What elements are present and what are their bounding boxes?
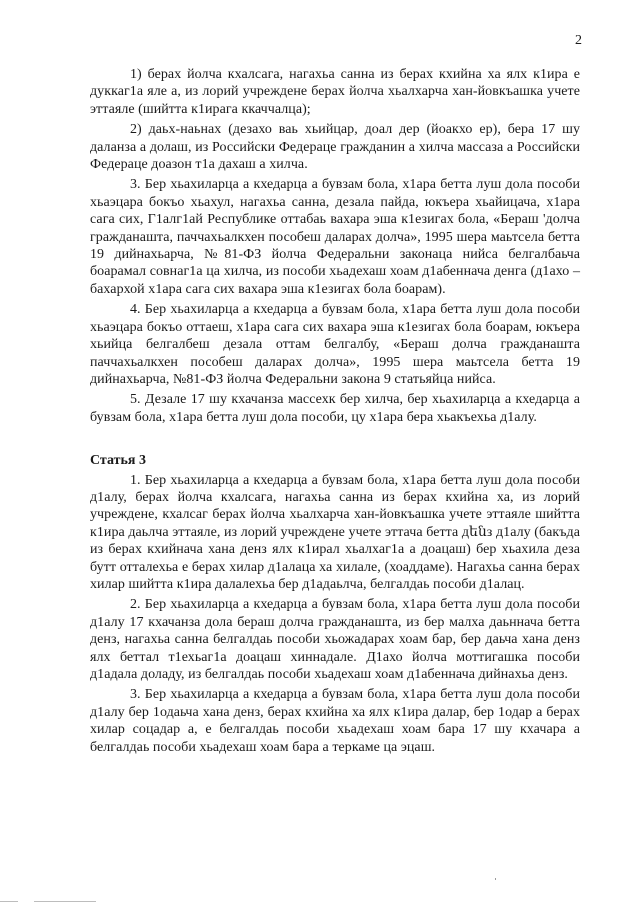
scan-artifact-dot bbox=[495, 878, 496, 880]
article3-item-1: 1. Бер хьахиларца а кхедарца а бувзам бола, х1ара бетта луш дола пособи д1алу, берах йолча кхалсага, нагахьа санна из берах кхийна ха, из лорий учреждене, кхалсаг берах йолча хьалхарча хан-йовкъашка учете эттаяле шийтта к1ира даьлча эттаяле, из лорий учреждене учете эттача бетта дենз д1алу (бакъда из берах кхийнача хана денз ялх к1ирал хьалхаг1а а доацаш) бер хьахила деза бутт отталехьа е берах хилар д1алаца ха хилале, (хоаддаме). Нагахьа санна берах хилар шийтта к1ира далалехьа бер д1адаьлча, белгалдаь пособи д1алац. bbox=[90, 472, 580, 592]
article2-item-2: 2) даьх-наьнах (дезахо ваь хьийцар, доал дер (йоакхо ер), бера 17 шу даланза а долаш, из Российски Федераце гражданин а хилча массаза а Российски Федераце доазон т1а дахаш а хилча. bbox=[90, 122, 580, 173]
article2-item-5: 5. Дезале 17 шу кхачанза массехк бер хилча, бер хьахиларца а кхедарца а бувзам бола, х1ара бетта луш дола пособи, цу х1ара бера хьакъехьа д1алу. bbox=[90, 392, 580, 425]
article2-item-4: 4. Бер хьахиларца а кхедарца а бувзам бола, х1ара бетта луш дола пособи хьаэцара бокъо оттаеш, х1ара сага сих вахара эша к1езигах бола боарам, юкъера хьийца белгалбеш дезала оттам белгалбу, «Бераш долча гражданашта паччахьалкхен пособеш даларах долча», 1995 шера маьтсела бетта 19 дийнахьарча, №81-ФЗ йолча Федеральни закона 9 статьяйца нийса. bbox=[90, 302, 580, 387]
scan-artifact-line bbox=[0, 901, 18, 902]
article3-item-3: 3. Бер хьахиларца а кхедарца а бувзам бола, х1ара бетта луш дола пособи д1алу бер 1одаьча хана денз, берах кхийна ха ялх к1ира далар, бер 1одар а берах хилар соцадар а, е белгалдаь пособи хьадехаш хоам бара 17 шу кхачара а белгалдаь пособи хьадехаш хоам бара а теркаме ца эцаш. bbox=[90, 687, 580, 755]
page-number: 2 bbox=[575, 33, 582, 48]
document-body bbox=[90, 66, 580, 759]
article3-heading: Статья 3 bbox=[90, 453, 146, 469]
article2-item-3: 3. Бер хьахиларца а кхедарца а бувзам бола, х1ара бетта луш дола пособи хьаэцара бокъо хьахул, нагахьа санна, дезала пайда, юкъера хьайицача, х1ара сага сих, Г1алг1ай Республике оттабаь вахара эша к1езигах бола, «Бераш 'долча гражданашта, паччахьалкхен пособеш даларах долча», 1995 шера маьтсела бетта 19 дийнахьарча, №81-ФЗ йолча Федеральни законаца нийса белгалбаьча боарамал совнаг1а ца хилча, из пособи хьадехаш хоам д1абеннача денга (д1ахо – бахархой х1ара сага сих вахара эша к1езигах бола боарам). bbox=[90, 177, 580, 297]
article3-item-2: 2. Бер хьахиларца а кхедарца а бувзам бола, х1ара бетта луш дола пособи д1алу 17 кхачанза дола бераш долча гражданашта, из бер малха даьннача бетта денз, нагахьа санна белгалдаь пособи хьожадарах хоам бар, бер даьча хана денз ялх беттал т1ехьаг1а доацаш хиннадале. Д1ахо йолча моттигашка пособи д1адала доладу, из белгалдаь пособи хьадехаш хоам д1абеннача дийнахьа денз. bbox=[90, 597, 580, 682]
scan-artifact-line bbox=[34, 901, 96, 902]
article2-item-1: 1) берах йолча кхалсага, нагахьа санна из берах кхийна ха ялх к1ира е дуккаг1а яле а, из лорий учреждене берах йолча хьалхарча хан-йовкъашка учете эттаяле (шийтта к1ирага ккаччалца); bbox=[90, 67, 580, 117]
